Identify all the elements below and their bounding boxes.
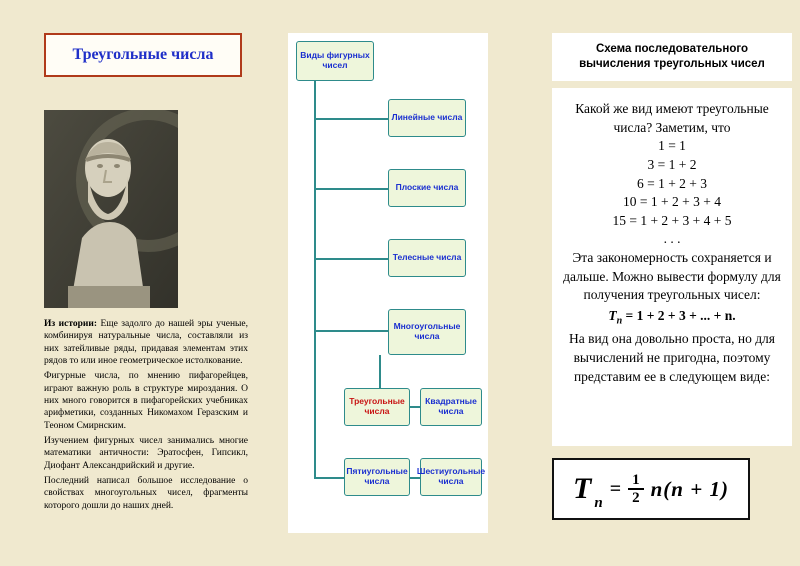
equation-line: 15 = 1 + 2 + 3 + 4 + 5 <box>612 212 732 228</box>
history-text <box>44 318 248 515</box>
node-flat-numbers: Плоские числа <box>388 169 466 207</box>
ellipsis-line: . . . <box>663 231 681 247</box>
fraction-denominator: 2 <box>632 490 640 506</box>
pythagoras-bust-image <box>44 110 178 308</box>
connector-line <box>379 355 381 388</box>
node-square-numbers: Квадратные числа <box>420 388 482 426</box>
node-triangular-numbers: Треугольные числа <box>344 388 410 426</box>
node-linear-numbers: Линейные числа <box>388 99 466 137</box>
pattern-text: Эта закономерность сохраняется и дальше. Можно вывести формулу для получения треугольных чисел: <box>563 250 781 303</box>
equals-sign: = <box>609 477 622 500</box>
explanation-text <box>552 88 792 446</box>
node-solid-numbers: Телесные числа <box>388 239 466 277</box>
connector-line <box>315 188 388 190</box>
node-polygonal-numbers: Многоугольные числа <box>388 309 466 355</box>
connector-line <box>315 118 388 120</box>
formula-subscript: n <box>594 495 603 511</box>
scheme-header: Схема последовательного вычисления треугольных чисел <box>552 33 792 81</box>
history-paragraph: Последний написал большое исследование о свойствах многоугольных чисел, фрагменты которого дошли до наших дней. <box>44 476 248 511</box>
node-figurate-kinds: Виды фигурных чисел <box>296 41 374 81</box>
figurate-numbers-diagram <box>288 33 488 533</box>
equation-line: 6 = 1 + 2 + 3 <box>636 175 708 191</box>
node-pentagonal-numbers: Пятиугольные числа <box>344 458 410 496</box>
pythagoras-bust-photo <box>44 110 178 308</box>
node-hexagonal-numbers: Шестиугольные числа <box>420 458 482 496</box>
connector-line <box>315 330 388 332</box>
fraction-one-half <box>628 472 644 507</box>
connector-line <box>315 477 344 479</box>
equation-line: 1 = 1 <box>658 138 686 154</box>
triangular-number-formula-box <box>552 458 750 520</box>
connector-line <box>314 81 316 479</box>
fraction-numerator: 1 <box>628 472 644 491</box>
history-paragraph: Фигурные числа, по мнению пифагорейцев, играют важную роль в структуре мироздания. О них много говорится в пифагорейских учебниках арифметики, созданных Никомахом Геразским и Теоном Смирнским. <box>44 371 248 431</box>
question-text: Какой же вид имеют треугольные числа? Заметим, что <box>575 101 769 135</box>
formula-rest: n(n + 1) <box>650 476 729 501</box>
formula-rest: = 1 + 2 + 3 + ... + n. <box>622 307 736 323</box>
formula-variable: T <box>573 472 592 505</box>
history-lead: Из истории: <box>44 319 98 329</box>
usability-text: На вид она довольно проста, но для вычислений не пригодна, поэтому представим ее в следующем виде: <box>568 331 776 384</box>
formula-subscript: n <box>616 315 623 327</box>
history-paragraph: Изучением фигурных чисел занимались многие математики античности: Эратосфен, Гипсикл, Диофант Александрийский и другие. <box>44 436 248 471</box>
history-body: Еще задолго до нашей эры ученые, комбинируя натуральные числа, составляли из них затейливые ряды, придавая элементам этих рядов то или иное геометрическое истолкование. <box>44 319 248 367</box>
history-paragraph <box>44 318 248 367</box>
series-formula <box>560 307 784 328</box>
equation-line: 3 = 1 + 2 <box>647 156 697 172</box>
connector-line <box>315 258 388 260</box>
brochure-title: Треугольные числа <box>72 46 214 63</box>
brochure-title-box <box>44 33 242 77</box>
formula-variable: Т <box>608 307 617 323</box>
equation-line: 10 = 1 + 2 + 3 + 4 <box>623 194 721 210</box>
connector-line <box>410 406 420 408</box>
